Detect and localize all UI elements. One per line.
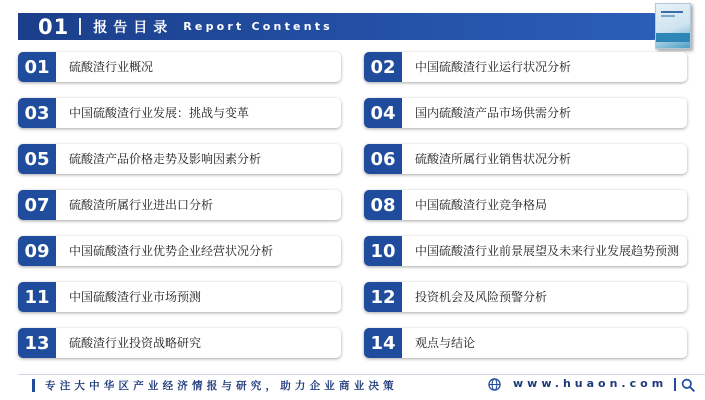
- toc-item-13[interactable]: [18, 328, 341, 358]
- footer-slogan: 专注大中华区产业经济情报与研究，助力企业商业决策: [45, 379, 398, 392]
- toc-item-label: 中国硫酸渣行业前景展望及未来行业发展趋势预测: [415, 243, 680, 258]
- toc-item-04[interactable]: [364, 98, 687, 128]
- cover-subtitle-line: [661, 15, 675, 17]
- globe-icon: [488, 378, 501, 391]
- toc-item-number: 02: [364, 52, 402, 82]
- toc-item-09[interactable]: [18, 236, 341, 266]
- toc-item-label: 中国硫酸渣行业优势企业经营状况分析: [69, 243, 274, 258]
- footer-accent-bar: [32, 379, 35, 392]
- toc-item-02[interactable]: [364, 52, 687, 82]
- search-icon[interactable]: [681, 378, 695, 392]
- section-title-english: Report Contents: [183, 20, 333, 33]
- toc-item-number: 05: [18, 144, 56, 174]
- toc-item-label: 硫酸渣行业概况: [69, 59, 154, 74]
- section-number: 01: [38, 14, 70, 39]
- toc-item-number: 13: [18, 328, 56, 358]
- toc-item-number: 03: [18, 98, 56, 128]
- toc-item-number: 10: [364, 236, 402, 266]
- toc-item-label: 硫酸渣所属行业进出口分析: [69, 197, 214, 212]
- toc-item-label: 国内硫酸渣产品市场供需分析: [415, 105, 572, 120]
- footer: [18, 374, 705, 395]
- toc-item-number: 11: [18, 282, 56, 312]
- toc-item-label: 中国硫酸渣行业运行状况分析: [415, 59, 572, 74]
- section-header: [18, 13, 666, 40]
- toc-item-number: 06: [364, 144, 402, 174]
- toc-item-label: 中国硫酸渣行业市场预测: [69, 289, 202, 304]
- toc-item-label: 硫酸渣行业投资战略研究: [69, 335, 202, 350]
- toc-item-number: 01: [18, 52, 56, 82]
- toc-item-number: 07: [18, 190, 56, 220]
- toc-item-number: 09: [18, 236, 56, 266]
- toc-item-10[interactable]: [364, 236, 687, 266]
- toc-item-11[interactable]: [18, 282, 341, 312]
- cover-title-line: [661, 11, 683, 13]
- toc-item-number: 12: [364, 282, 402, 312]
- toc-item-08[interactable]: [364, 190, 687, 220]
- toc-item-label: 投资机会及风险预警分析: [415, 289, 548, 304]
- footer-divider: [674, 378, 676, 391]
- cover-band: [656, 33, 690, 42]
- report-cover-image: [655, 3, 691, 49]
- toc-item-label: 中国硫酸渣行业发展：挑战与变革: [69, 105, 250, 120]
- toc-item-number: 04: [364, 98, 402, 128]
- toc-item-06[interactable]: [364, 144, 687, 174]
- toc-item-03[interactable]: [18, 98, 341, 128]
- toc-item-07[interactable]: [18, 190, 341, 220]
- toc-item-number: 14: [364, 328, 402, 358]
- toc-item-12[interactable]: [364, 282, 687, 312]
- toc-item-01[interactable]: [18, 52, 341, 82]
- toc-item-label: 硫酸渣所属行业销售状况分析: [415, 151, 572, 166]
- footer-website-link[interactable]: www.huaon.com: [513, 377, 668, 390]
- toc-item-number: 08: [364, 190, 402, 220]
- header-divider: [79, 18, 81, 35]
- toc-item-label: 观点与结论: [415, 335, 476, 350]
- section-title: 报告目录: [93, 19, 174, 36]
- toc-item-label: 中国硫酸渣行业竞争格局: [415, 197, 548, 212]
- toc-item-label: 硫酸渣产品价格走势及影响因素分析: [69, 151, 262, 166]
- toc-item-05[interactable]: [18, 144, 341, 174]
- toc-item-14[interactable]: [364, 328, 687, 358]
